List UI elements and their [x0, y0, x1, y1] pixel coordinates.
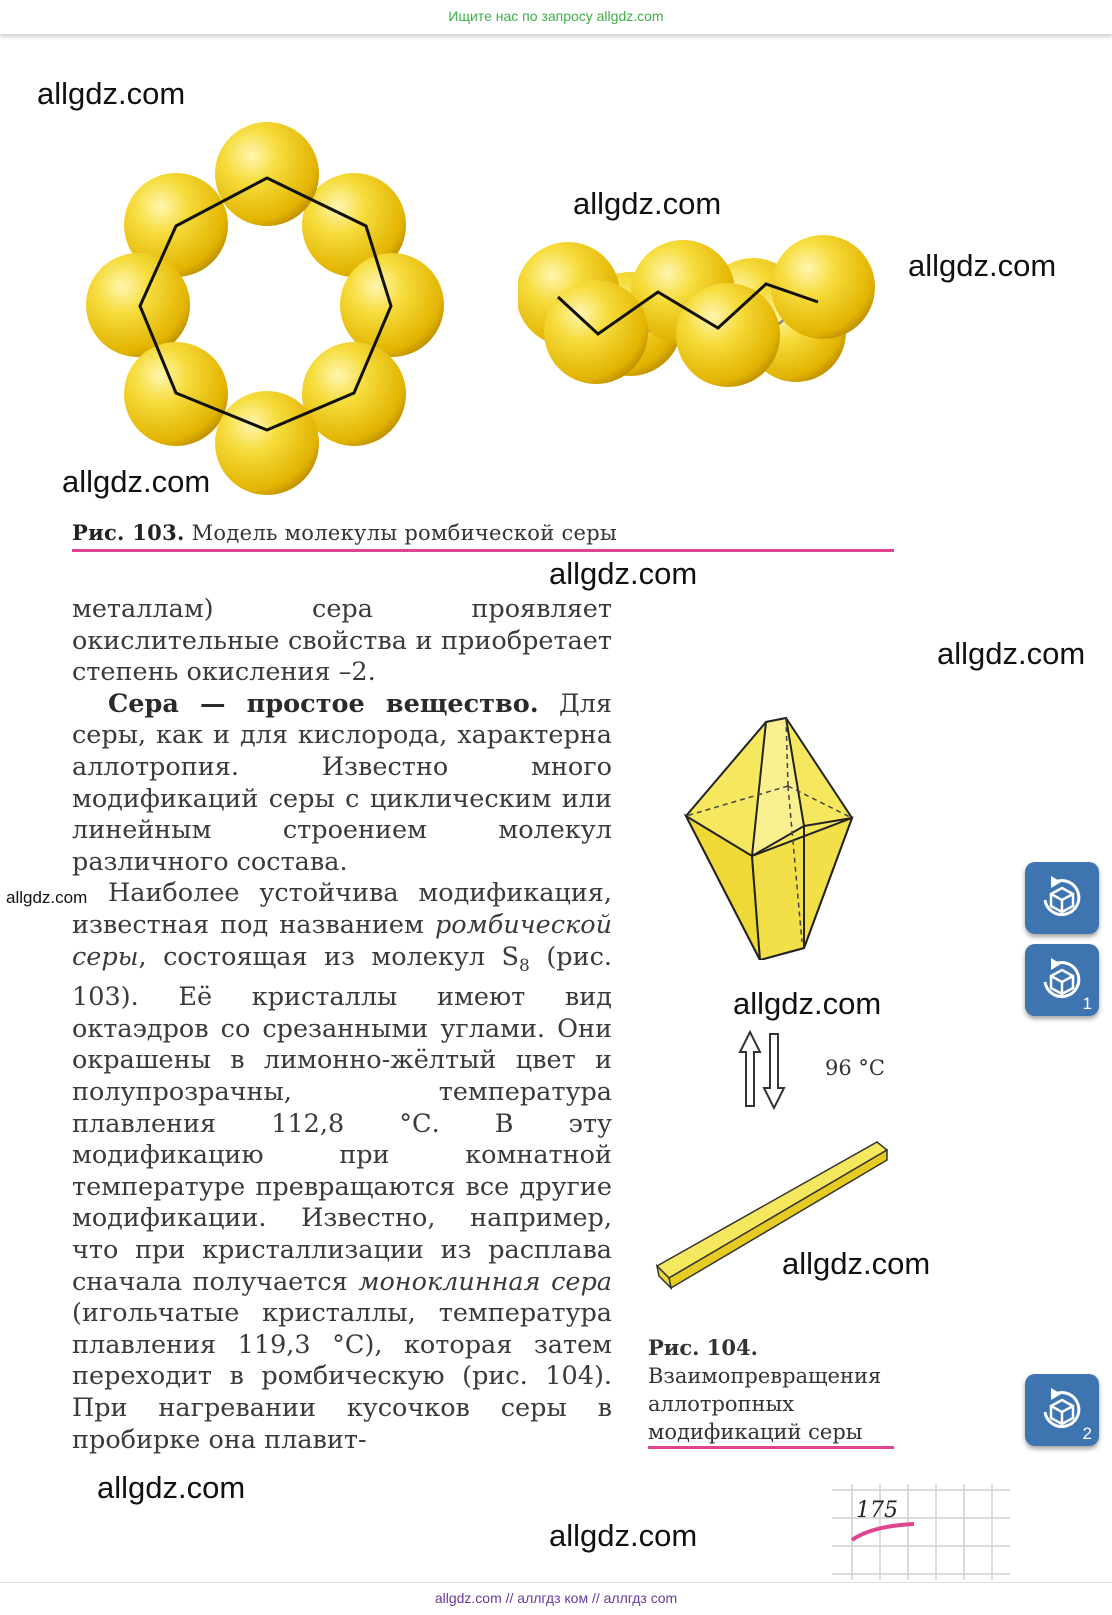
- paragraph-2-lead: Сера — простое вещество.: [108, 688, 539, 719]
- 3d-model-button-2[interactable]: [1025, 1374, 1099, 1446]
- rotate-cube-icon: [1035, 870, 1089, 924]
- watermark: allgdz.com: [733, 986, 882, 1021]
- paragraph-2: [72, 689, 612, 879]
- button-index: 2: [1082, 1424, 1092, 1443]
- paragraph-1: металлам) сера проявляет окислительные свойства и приобретает степень окисления –2.: [72, 594, 612, 688]
- 3d-model-button[interactable]: [1025, 862, 1099, 934]
- p3-term-monoclinic: моноклинная сера: [358, 1266, 613, 1297]
- fig104-caption: [648, 1334, 888, 1446]
- p3-part-a: Наиболее устойчива модификация, известная под названием: [72, 878, 612, 940]
- rotate-cube-icon: [1035, 952, 1089, 1006]
- watermark: allgdz.com: [37, 76, 186, 111]
- rotate-cube-icon: [1035, 1382, 1089, 1436]
- fig103-title: Модель молекулы ромбической серы: [191, 521, 618, 545]
- 3d-model-button-1[interactable]: [1025, 944, 1099, 1016]
- watermark: allgdz.com: [549, 1518, 698, 1553]
- paragraph-3: [72, 878, 612, 1456]
- rhombic-crystal: [684, 716, 854, 960]
- watermark: allgdz.com: [6, 888, 88, 907]
- watermark: allgdz.com: [97, 1470, 246, 1505]
- fig103-caption: [72, 520, 617, 545]
- watermark: allgdz.com: [937, 636, 1086, 671]
- fig104-title: Взаимопревращения аллотропных модификаций серы: [648, 1364, 882, 1444]
- p3-term-rhombic: ромбической серы: [72, 909, 613, 972]
- button-index: 1: [1082, 994, 1092, 1013]
- watermark: allgdz.com: [549, 556, 698, 591]
- footer-banner: allgdz.com // аллгдз ком // аллгдз com: [0, 1582, 1112, 1615]
- fig104-label: Рис. 104.: [648, 1335, 758, 1360]
- main-text: [72, 594, 612, 1456]
- p3-subscript: 8: [519, 955, 530, 976]
- p3-part-d: (игольчатые кристаллы, температура плавления 119,3 °С), которая затем переходит в ромбическую (рис. 104). При нагревании кусочков серы в пробирке она плавит-: [72, 1298, 612, 1455]
- watermark: allgdz.com: [908, 248, 1057, 283]
- p3-part-b: , состоящая из молекул S: [138, 941, 520, 972]
- watermark: allgdz.com: [573, 186, 722, 221]
- top-banner: Ищите нас по запросу allgdz.com: [0, 0, 1112, 34]
- watermark: allgdz.com: [62, 464, 211, 499]
- s8-crown-model: [518, 232, 880, 402]
- p3-part-c: (рис. 103). Её кристаллы имеют вид октаэдров со срезанными углами. Они окрашены в лимонно-жёлтый цвет и полупрозрачны, температура плавления 112,8 °С. В эту модификацию при комнатной температуре превращаются все другие модификации. Известно, например, что при кристаллизации из расплава сначала получается: [72, 941, 612, 1297]
- page-number: 175: [856, 1498, 898, 1523]
- fig104-underline: [648, 1446, 894, 1449]
- fig103-underline: [72, 549, 894, 552]
- transition-temperature: 96 °С: [825, 1056, 885, 1080]
- s8-ring-model: [80, 118, 470, 503]
- fig103-label: Рис. 103.: [72, 520, 185, 545]
- watermark: allgdz.com: [782, 1246, 931, 1281]
- paragraph-2-body: Для серы, как и для кислорода, характерна аллотропия. Известно много модификаций серы с циклическим или линейным строением молекул различного состава.: [72, 688, 612, 877]
- equilibrium-arrows-icon: [738, 1030, 792, 1110]
